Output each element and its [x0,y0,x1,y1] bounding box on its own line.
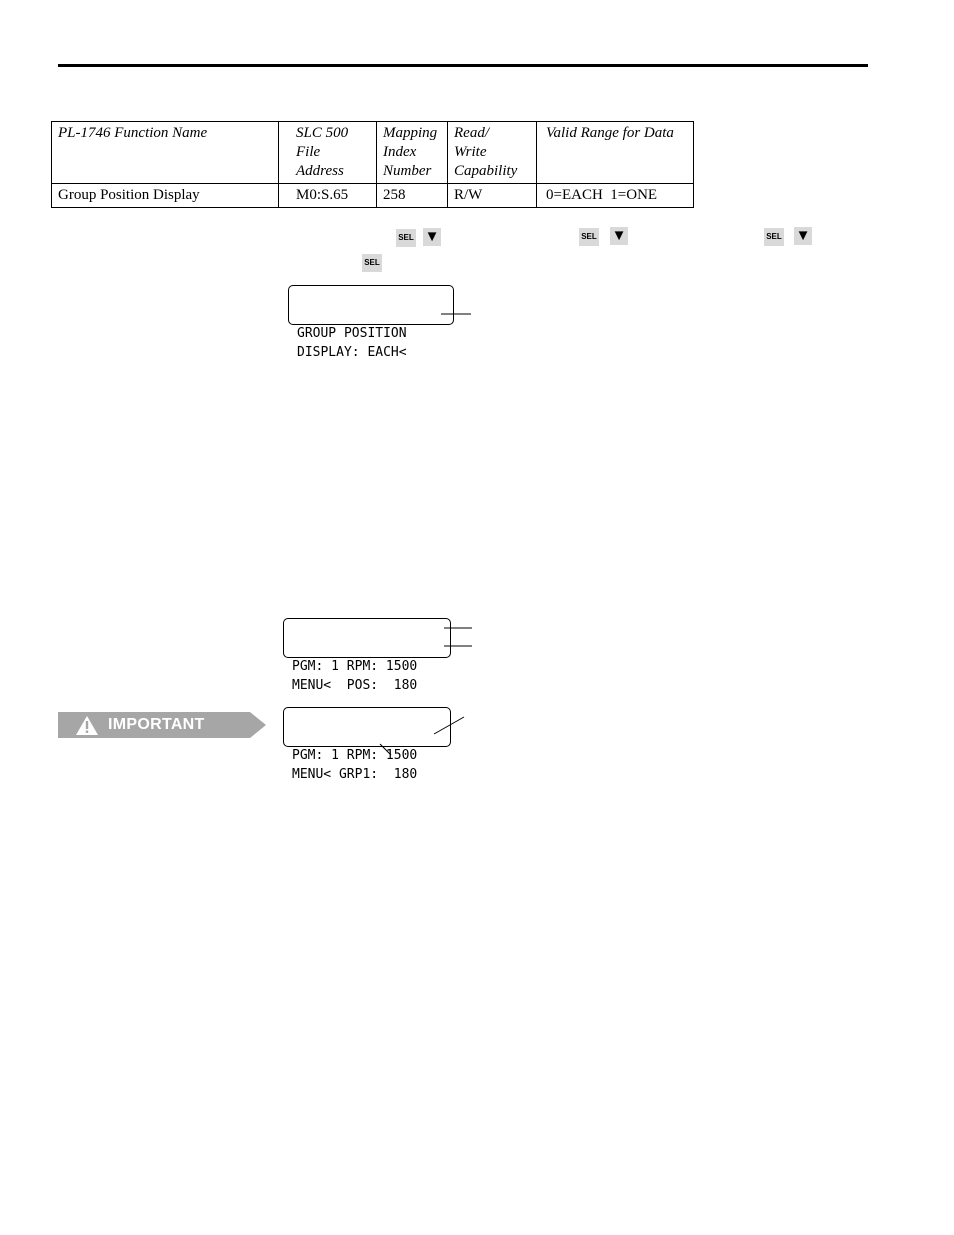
important-banner [58,712,266,738]
sel-key-icon: SEL [579,228,599,246]
down-arrow-key-icon: ▼ [424,228,440,245]
important-label: IMPORTANT [108,716,205,733]
header-text: Valid Range for Data [546,125,674,141]
cell-mapping-index: 258 [377,184,448,208]
header-text: SLC 500 File Address [296,125,349,179]
down-arrow-key-icon: ▼ [795,227,811,244]
sel-key-icon: SEL [396,229,416,247]
cell-function-name: Group Position Display [52,184,279,208]
leader-line [380,744,391,755]
lcd-line-1: PGM: 1 RPM: 1500 [292,748,418,763]
header-text: Mapping Index Number [383,125,438,179]
header-text: PL-1746 Function Name [58,125,208,141]
cell-read-write: R/W [448,184,537,208]
cell-file-address: M0:S.65 [279,184,377,208]
cell-valid-range: 0=EACH 1=ONE [537,184,694,208]
header-text: Read/ Write Capability [454,125,518,179]
lcd-line-2: MENU< POS: 180 [292,678,418,693]
lcd-line-1: PGM: 1 RPM: 1500 [292,659,418,674]
leader-line [434,717,464,734]
lcd-line-2: DISPLAY: EACH< [297,345,407,360]
sel-key-icon: SEL [764,228,784,246]
sel-key-icon: SEL [362,254,382,272]
lcd-line-1: GROUP POSITION [297,326,407,341]
down-arrow-key-icon: ▼ [611,227,627,244]
lcd-line-2: MENU< GRP1: 180 [292,767,418,782]
